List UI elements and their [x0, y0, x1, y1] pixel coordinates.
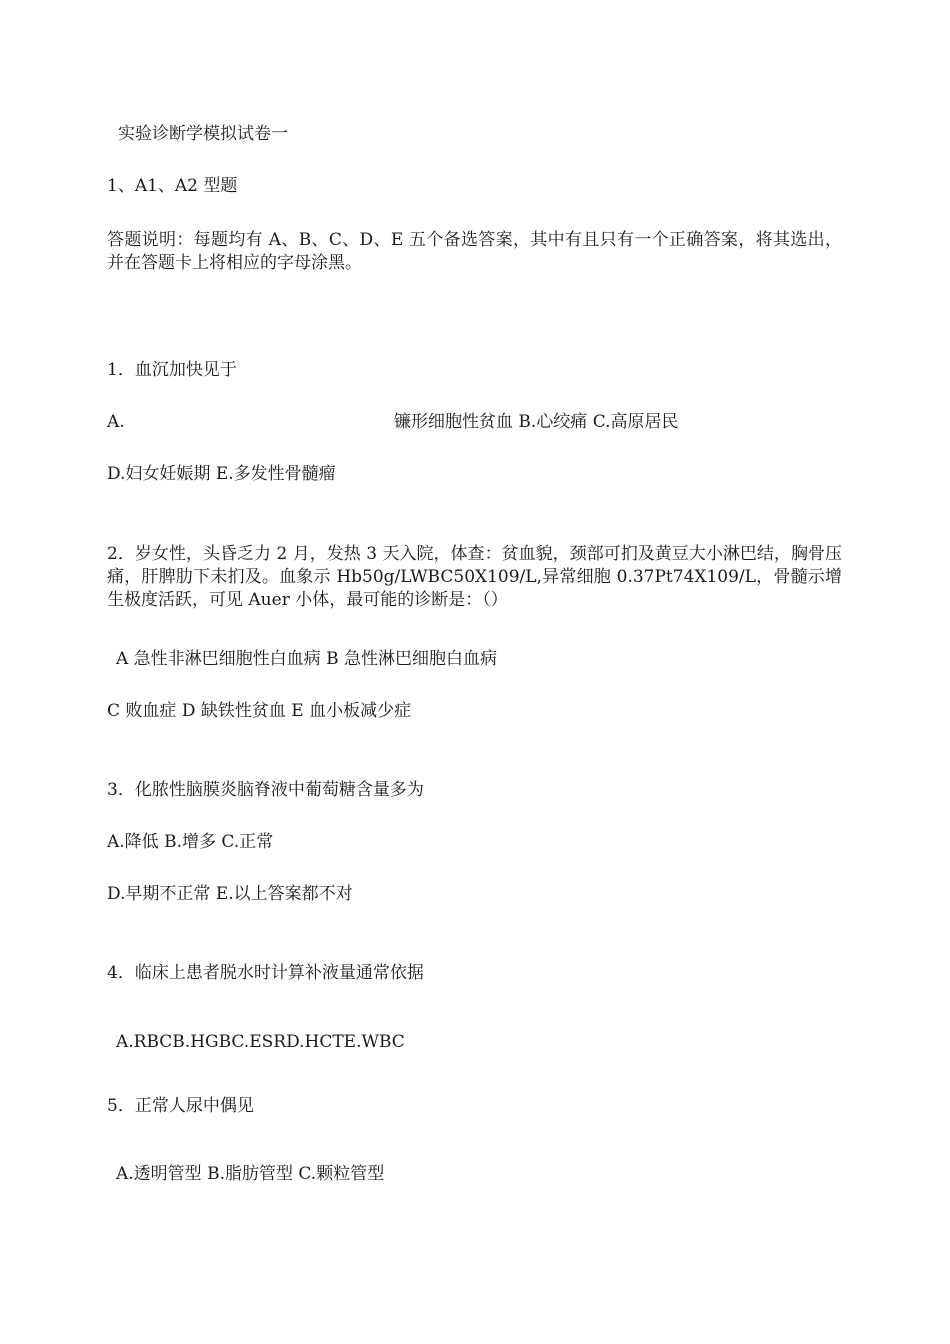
question-5-stem: 5．正常人尿中偶见: [107, 1096, 254, 1116]
instructions-text: 答题说明：每题均有 A、B、C、D、E 五个备选答案，其中有且只有一个正确答案，将其选出，并在答题卡上将相应的字母涂黑。: [107, 230, 842, 273]
document-title: 实验诊断学模拟试卷一: [118, 124, 288, 144]
question-5-options-line-1: A.透明管型 B.脂肪管型 C.颗粒管型: [116, 1164, 385, 1184]
question-1-stem: 1．血沉加快见于: [107, 360, 237, 380]
question-3-options-line-1: A.降低 B.增多 C.正常: [107, 832, 274, 852]
question-3-stem: 3．化脓性脑膜炎脑脊液中葡萄糖含量多为: [107, 780, 424, 800]
question-2-stem: 2．岁女性，头昏乏力 2 月，发热 3 天入院，体查：贫血貌，颈部可扪及黄豆大小淋巴结，胸骨压痛，肝脾肋下未扪及。血象示 Hb50g/LWBC50X109/L,异常细胞 0.37Pt74X109/L，骨髓示增生极度活跃，可见 Auer 小体，最可能的诊断是：（）: [107, 544, 842, 610]
question-1-options-rest: 镰形细胞性贫血 B.心绞痛 C.高原居民: [394, 412, 679, 432]
question-3-options-line-2: D.早期不正常 E.以上答案都不对: [107, 884, 353, 904]
question-1-options-line-1: [107, 409, 842, 435]
question-4-stem: 4．临床上患者脱水时计算补液量通常依据: [107, 963, 424, 983]
question-1-option-a-label: A.: [107, 412, 125, 432]
question-2-options-line-1: A 急性非淋巴细胞性白血病 B 急性淋巴细胞白血病: [116, 649, 497, 669]
section-heading: 1、A1、A2 型题: [107, 176, 238, 196]
question-1-options-line-2: D.妇女妊娠期 E.多发性骨髓瘤: [107, 464, 336, 484]
question-4-options-line-1: A.RBCB.HGBC.ESRD.HCTE.WBC: [116, 1032, 405, 1052]
question-2-options-line-2: C 败血症 D 缺铁性贫血 E 血小板减少症: [107, 701, 412, 721]
